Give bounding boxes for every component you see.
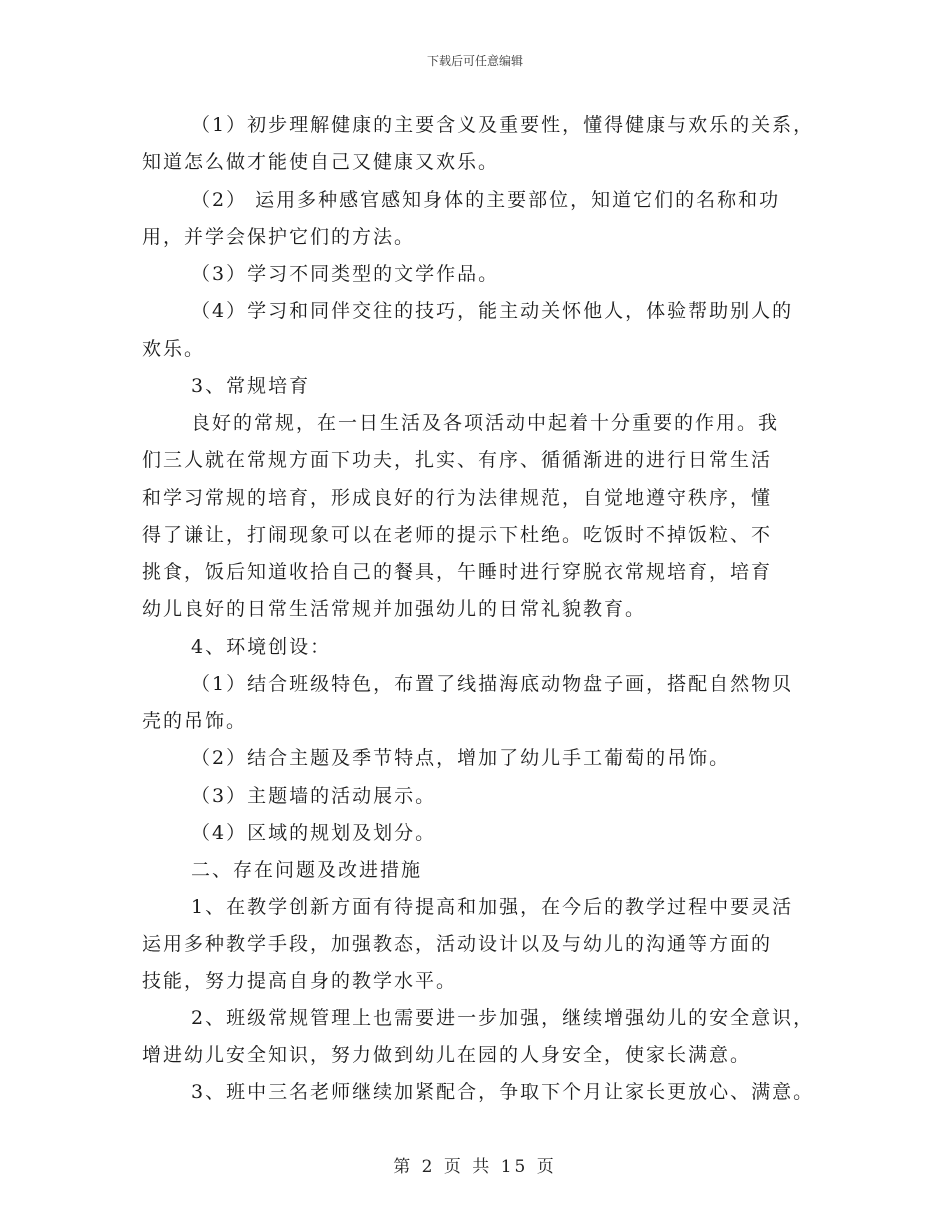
text-line: 幼儿良好的日常生活常规并加强幼儿的日常礼貌教育。 [142, 598, 647, 620]
text-line: 壳的吊饰。 [142, 710, 248, 732]
text-line: 得了谦让，打闹现象可以在老师的提示下杜绝。吃饭时不掉饭粒、不 [142, 524, 773, 546]
section-heading: 4、环境创设： [191, 636, 332, 658]
text-line: 技能，努力提高自身的教学水平。 [142, 970, 458, 992]
text-line: 良好的常规，在一日生活及各项活动中起着十分重要的作用。我 [191, 412, 780, 434]
text-line: （4）区域的规划及划分。 [191, 822, 437, 844]
text-line: （1）初步理解健康的主要含义及重要性，懂得健康与欢乐的关系， [191, 114, 815, 136]
text-line: （2）结合主题及季节特点，增加了幼儿手工葡萄的吊饰。 [191, 747, 731, 769]
text-line: 欢乐。 [142, 338, 206, 360]
text-line: （2） 运用多种感官感知身体的主要部位，知道它们的名称和功 [191, 189, 781, 211]
text-line: 知道怎么做才能使自己又健康又欢乐。 [142, 151, 500, 173]
section-heading: 3、常规培育 [191, 375, 311, 397]
page-footer: 第 2 页 共 15 页 [393, 1157, 557, 1177]
text-line: 3、班中三名老师继续加紧配合，争取下个月让家长更放心、满意。 [191, 1081, 815, 1103]
page-header: 下载后可任意编辑 [426, 54, 523, 68]
text-line: 和学习常规的培育，形成良好的行为法律规范，自觉地遵守秩序，懂 [142, 487, 773, 509]
text-line: （3）主题墙的活动展示。 [191, 785, 437, 807]
text-line: 增进幼儿安全知识，努力做到幼儿在园的人身安全，使家长满意。 [142, 1044, 752, 1066]
text-line: （1）结合班级特色，布置了线描海底动物盘子画，搭配自然物贝 [191, 673, 794, 695]
text-line: 挑食，饭后知道收拾自己的餐具，午睡时进行穿脱衣常规培育，培育 [142, 561, 773, 583]
section-heading: 二、存在问题及改进措施 [191, 859, 423, 881]
text-line: 们三人就在常规方面下功夫，扎实、有序、循循渐进的进行日常生活 [142, 449, 773, 471]
text-line: 2、班级常规管理上也需要进一步加强，继续增强幼儿的安全意识， [191, 1007, 815, 1029]
text-line: （3）学习不同类型的文学作品。 [191, 263, 500, 285]
text-line: 用，并学会保护它们的方法。 [142, 226, 416, 248]
text-line: （4）学习和同伴交往的技巧，能主动关怀他人，体验帮助别人的 [191, 300, 794, 322]
text-line: 运用多种教学手段，加强教态，活动设计以及与幼儿的沟通等方面的 [142, 933, 773, 955]
text-line: 1、在教学创新方面有待提高和加强，在今后的教学过程中要灵活 [191, 896, 794, 918]
